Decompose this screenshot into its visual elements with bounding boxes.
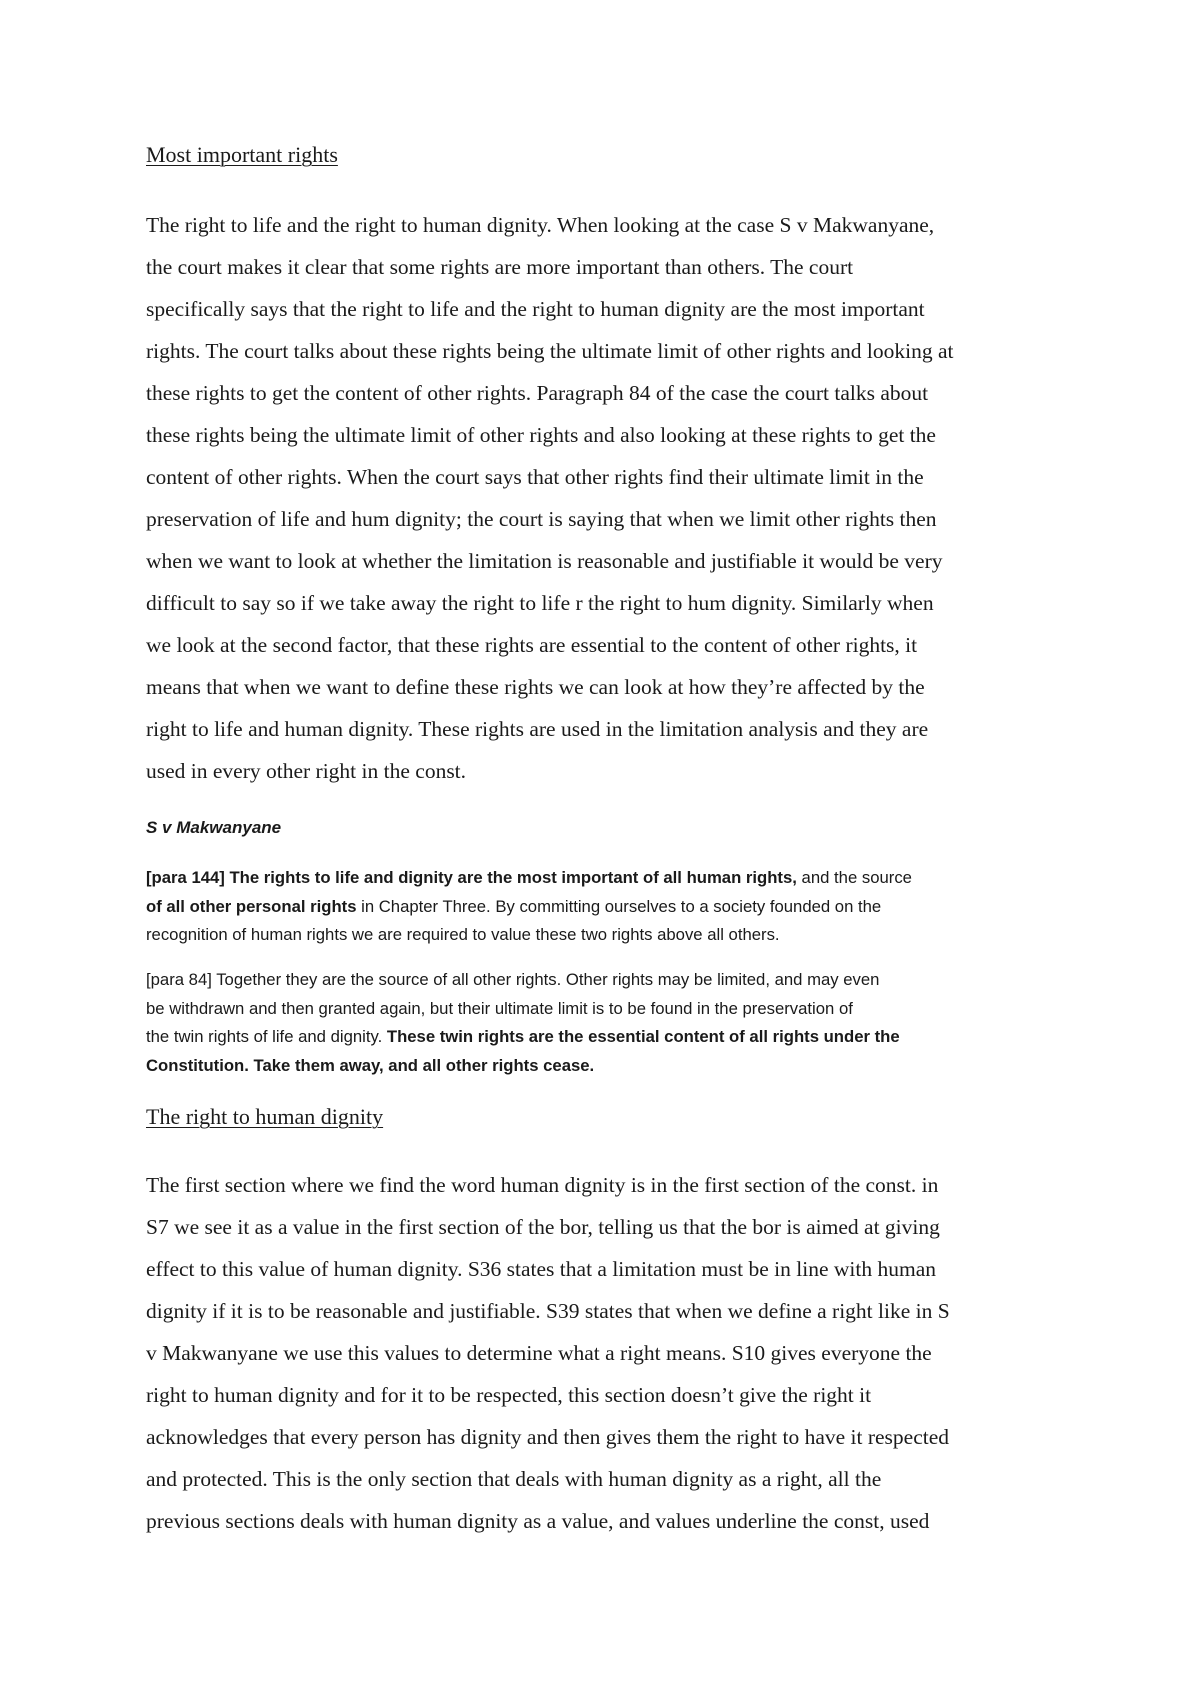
quote-text: the twin rights of life and dignity. (146, 1027, 387, 1046)
quote-text-bold: Constitution. Take them away, and all other rights cease. (146, 1055, 595, 1075)
paragraph-line: S7 we see it as a value in the first section of the bor, telling us that the bor is aimed at giving (146, 1215, 940, 1239)
paragraph-line: difficult to say so if we take away the right to life r the right to hum dignity. Similarly when (146, 591, 934, 615)
case-title: S v Makwanyane (146, 818, 282, 837)
paragraph-line: we look at the second factor, that these rights are essential to the content of other rights, it (146, 633, 918, 657)
quote-text: in Chapter Three. (356, 896, 496, 916)
paragraph-line: rights. The court talks about these rights being the ultimate limit of other rights and looking at (146, 339, 954, 363)
paragraph-line: when we want to look at whether the limitation is reasonable and justifiable it would be very (146, 549, 943, 573)
paragraph-line: right to human dignity and for it to be respected, this section doesn’t give the right it (146, 1383, 872, 1407)
paragraph-line: The right to life and the right to human dignity. When looking at the case S v Makwanyane, (146, 213, 935, 237)
quote-line (146, 1023, 1076, 1052)
paragraph-line: The first section where we find the word human dignity is in the first section of the const. in (146, 1173, 939, 1197)
paragraph-most-important-rights (146, 204, 1076, 792)
section-heading-most-important-rights: Most important rights (146, 142, 338, 167)
paragraph-line: effect to this value of human dignity. S36 states that a limitation must be in line with human (146, 1257, 936, 1281)
paragraph-line: acknowledges that every person has dignity and then gives them the right to have it respected (146, 1425, 950, 1449)
quote-line (146, 1052, 1076, 1081)
paragraph-line: means that when we want to define these rights we can look at how they’re affected by the (146, 675, 925, 699)
quote-line (146, 893, 1076, 922)
quote-text: By committing ourselves to a society founded on the (495, 896, 882, 916)
quote-text-bold: rights to life and dignity are the most important of all human rights, (263, 868, 797, 887)
quote-line (146, 864, 1076, 893)
paragraph-line: and protected. This is the only section that deals with human dignity as a right, all the (146, 1467, 882, 1491)
paragraph-line: previous sections deals with human dignity as a value, and values underline the const, used (146, 1509, 930, 1533)
paragraph-line: v Makwanyane we use this values to determine what a right means. S10 gives everyone the (146, 1341, 932, 1365)
quote-text: Other rights may be limited, and may even (565, 970, 880, 989)
quote-text: and the source (796, 868, 912, 887)
paragraph-line: preservation of life and hum dignity; the court is saying that when we limit other rights then (146, 507, 937, 531)
quote-text-bold: [para 144] The (146, 868, 264, 887)
quote-line (146, 966, 1076, 995)
paragraph-line: right to life and human dignity. These rights are used in the limitation analysis and they are (146, 717, 929, 741)
quote-line: be withdrawn and then granted again, but their ultimate limit is to be found in the preservation of (146, 998, 853, 1018)
paragraph-human-dignity (146, 1164, 1076, 1542)
paragraph-line: these rights being the ultimate limit of other rights and also looking at these rights to get the (146, 423, 936, 447)
paragraph-line: used in every other right in the const. (146, 759, 467, 783)
paragraph-line: specifically says that the right to life and the right to human dignity are the most important (146, 297, 925, 321)
quote-line (146, 921, 1076, 950)
quote-text-bold: of all other personal rights (146, 896, 357, 916)
paragraph-line: these rights to get the content of other rights. Paragraph 84 of the case the court talks about (146, 381, 929, 405)
quote-text: recognition of human rights we are required to value these two rights above all others. (146, 925, 780, 944)
paragraph-line: dignity if it is to be reasonable and justifiable. S39 states that when we define a right like in S (146, 1299, 950, 1323)
paragraph-line: the court makes it clear that some rights are more important than others. The court (146, 255, 854, 279)
quote-para-84 (146, 966, 1076, 1080)
quote-para-144 (146, 864, 1076, 950)
paragraph-line: content of other rights. When the court says that other rights find their ultimate limit in the (146, 465, 924, 489)
section-heading-human-dignity: The right to human dignity (146, 1104, 384, 1129)
quote-text: [para 84] Together they are the source of all other rights. (146, 970, 566, 989)
quote-text-bold: These twin rights are the essential content of all rights under the (386, 1027, 900, 1046)
